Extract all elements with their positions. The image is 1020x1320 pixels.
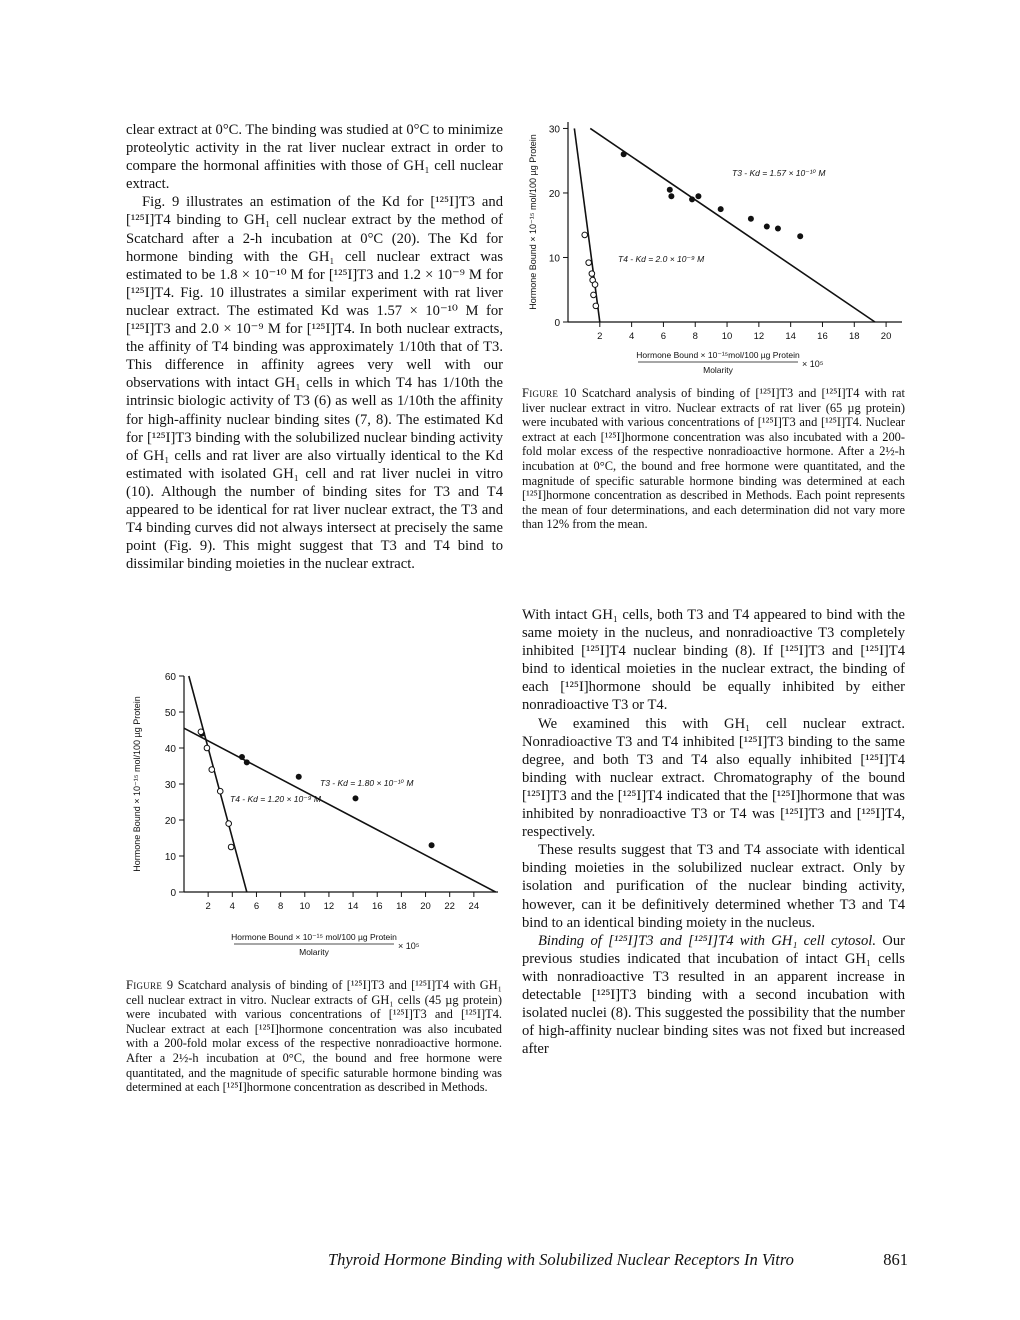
y-tick-label: 20 — [548, 188, 560, 200]
x-tick-label: 22 — [444, 901, 455, 912]
figure-9-caption — [126, 978, 502, 1095]
x-tick-label: 10 — [299, 901, 311, 912]
t4-data-point — [209, 767, 215, 773]
t4-data-point — [217, 788, 223, 794]
figure-10-caption — [522, 386, 905, 532]
paragraph: These results suggest that T3 and T4 associate with identical binding moieties in the solubilized nuclear extract. Only by isolation and purification of the nuclear binding activity, however, can it be definitively determined whether T3 and T4 bind to an identical binding moiety in the nucleus. — [522, 842, 905, 931]
t3-kd-label: T3 - Kd = 1.80 × 10⁻¹⁰ M — [320, 778, 414, 788]
x-axis-label-numerator: Hormone Bound × 10⁻¹⁵ mol/100 µg Protein — [231, 932, 397, 942]
t3-data-point — [718, 206, 724, 212]
t3-kd-label: T3 - Kd = 1.57 × 10⁻¹⁰ M — [732, 168, 826, 178]
y-axis-label: Hormone Bound × 10⁻¹⁵ mol/100 µg Protein — [132, 696, 142, 872]
paragraph: With intact GH₁ cells, both T3 and T4 appeared to bind with the same moiety in the nucleus, and nonradioactive T3 completely inhibited [¹²⁵I]T4 nuclear binding (8). If [¹²⁵I]T3 and [¹²⁵I]T4 bind to identical moieties in the nuclear extract, the binding of each [¹²⁵I]hormone should be equally inhibited by either nonradioactive T3 or T4. — [522, 607, 905, 714]
x-tick-label: 8 — [277, 901, 284, 912]
y-tick-label: 20 — [164, 816, 176, 827]
t3-data-point — [239, 754, 245, 760]
t3-regression-line — [184, 728, 496, 892]
t3-data-point — [244, 759, 250, 765]
t4-data-point — [226, 821, 232, 827]
t4-data-point — [198, 729, 204, 735]
paragraph — [522, 932, 905, 1059]
left-column-text — [126, 121, 503, 573]
x-tick-label: 20 — [420, 901, 431, 912]
t3-data-point — [764, 224, 770, 230]
y-tick-label: 0 — [170, 888, 176, 899]
t3-data-point — [775, 225, 781, 231]
paragraph: Fig. 9 illustrates an estimation of the Kd for [¹²⁵I]T3 and [¹²⁵I]T4 binding to GH₁ cell nuclear extract by the method of Scatchard after a 2-h incubation at 0°C (20). The Kd for hormone binding with the GH₁ cell nuclear extract was estimated to be 1.8 × 10⁻¹⁰ M for [¹²⁵I]T3 and 1.2 × 10⁻⁹ M for [¹²⁵I]T4. Fig. 10 illustrates a similar experiment with rat liver nuclear extract. The estimated Kd was 1.57 × 10⁻¹⁰ M for [¹²⁵I]T3 and 2.0 × 10⁻⁹ M for [¹²⁵I]T4. In both nuclear extracts, the affinity of T4 binding was approximately 1/10th that of T3. This difference in affinity agrees very well with our observations with intact GH₁ cells in which T4 has 1/10th the intrinsic biologic activity of T3 (6) as well as 1/10th the affinity for high-affinity nuclear binding sites (7, 8). The estimated Kd for [¹²⁵I]T3 binding with the solubilized nuclear binding activity of GH₁ cells and rat liver are also virtually identical to the Kd estimated with isolated GH₁ cell and rat liver nuclei in vitro (10). Although the number of binding sites for T3 and T4 appeared to be identical for rat liver nuclear extract, the T3 and T4 binding curves did not always intersect at precisely the same point (Fig. 9). This might suggest that T3 and T4 bind to dissimilar binding moieties in the nuclear extract. — [126, 194, 503, 573]
t3-data-point — [667, 187, 673, 193]
t3-data-point — [429, 842, 435, 848]
caption-text: Scatchard analysis of binding of [¹²⁵I]T3 and [¹²⁵I]T4 with GH₁ cell nuclear extract in vitro. Nuclear extracts of GH₁ cells (45 µg protein) were incubated with various concentrations of [¹²⁵I]T3 and [¹²⁵I]T4. Nuclear extract at each [¹²⁵I]hormone concentration was also incubated with a 200-fold molar excess of the respective nonradioactive hormone. After a 2½-h incubation at 0°C, the bound and free hormone were quantitated, and the magnitude of specific saturable hormone binding was determined at each [¹²⁵I]hormone concentration as described in Methods. — [126, 978, 502, 1095]
y-tick-label: 40 — [164, 744, 176, 755]
y-tick-label: 30 — [164, 780, 176, 791]
running-title: Thyroid Hormone Binding with Solubilized Nuclear Receptors In Vitro — [328, 1250, 794, 1269]
t3-regression-line — [590, 128, 875, 322]
t3-data-point — [797, 233, 803, 239]
y-tick-label: 10 — [548, 253, 560, 265]
x-tick-label: 6 — [660, 331, 667, 342]
x-tick-label: 14 — [785, 331, 796, 342]
t4-data-point — [592, 282, 598, 288]
t3-data-point — [668, 193, 674, 199]
y-axis-label: Hormone Bound × 10⁻¹⁵ mol/100 µg Protein — [528, 134, 538, 310]
page-footer — [328, 1250, 908, 1270]
x-tick-label: 16 — [371, 901, 383, 912]
y-tick-label: 50 — [164, 708, 176, 719]
t4-kd-label: T4 - Kd = 1.20 × 10⁻⁹ M — [230, 794, 321, 804]
y-tick-label: 30 — [548, 124, 560, 136]
t3-data-point — [621, 151, 627, 157]
t3-data-point — [748, 216, 754, 222]
x-tick-label: 10 — [721, 331, 733, 342]
x-tick-label: 12 — [753, 331, 765, 342]
t3-data-point — [689, 196, 695, 202]
x-tick-label: 16 — [817, 331, 828, 342]
subsection-heading: Binding of [¹²⁵I]T3 and [¹²⁵I]T4 with GH₁ cell cytosol. — [538, 932, 876, 949]
x-axis-label-denominator: Molarity — [299, 947, 329, 957]
x-tick-label: 14 — [347, 901, 359, 912]
y-tick-label: 60 — [164, 672, 176, 683]
y-tick-label: 10 — [164, 852, 176, 863]
x-axis-label-denominator: Molarity — [703, 365, 733, 375]
x-tick-label: 12 — [323, 901, 335, 912]
t4-data-point — [582, 232, 588, 238]
t4-data-point — [228, 844, 234, 850]
x-tick-label: 4 — [229, 901, 235, 912]
t4-data-point — [591, 292, 597, 298]
t4-kd-label: T4 - Kd = 2.0 × 10⁻⁹ M — [618, 254, 705, 264]
t3-data-point — [296, 774, 302, 780]
x-tick-label: 24 — [468, 901, 480, 912]
t4-data-point — [586, 260, 592, 266]
x-axis-label-multiplier: × 10⁵ — [802, 359, 824, 369]
x-tick-label: 18 — [396, 901, 407, 912]
paragraph: clear extract at 0°C. The binding was studied at 0°C to minimize proteolytic activity in the rat liver nuclear extract in order to compare the hormonal affinities with those of GH₁ cell nuclear extract. — [126, 122, 503, 193]
caption-text: Scatchard analysis of binding of [¹²⁵I]T3 and [¹²⁵I]T4 with rat liver nuclear extract in vitro. Nuclear extracts of rat liver (65 µg protein) were incubated with various concentrations of [¹²⁵I]T3 and [¹²⁵I]T4. Nuclear extract at each [¹²⁵I]hormone concentration was also incubated with a 200-fold molar excess of the respective nonradioactive hormone. After a 2½-h incubation at 0°C, the bound and free hormone were quantitated, and the magnitude of specific saturable hormone binding was determined at each [¹²⁵I]hormone concentration as described in Methods. Each point represents the mean of four determinations, and each determination did not vary more than 12% from the mean. — [522, 386, 905, 532]
x-axis-label-numerator: Hormone Bound × 10⁻¹⁵mol/100 µg Protein — [636, 350, 800, 360]
y-tick-label: 0 — [554, 318, 560, 329]
t4-data-point — [204, 745, 210, 751]
x-tick-label: 2 — [597, 331, 603, 342]
x-tick-label: 8 — [692, 331, 698, 342]
t3-data-point — [352, 795, 358, 801]
page-number: 861 — [883, 1250, 908, 1269]
t4-regression-line — [189, 676, 247, 892]
x-tick-label: 6 — [253, 901, 260, 912]
paragraph: We examined this with GH₁ cell nuclear extract. Nonradioactive T3 and T4 inhibited [¹²⁵I]T3 binding to the same degree, and both T3 and T4 also equally inhibited [¹²⁵I]T4 binding with nuclear extract. Chromatography of the bound [¹²⁵I]T3 and the [¹²⁵I]T4 indicated that the [¹²⁵I]hormone that was inhibited by nonradioactive T3 or T4 was [¹²⁵I]T3 and [¹²⁵I]T4, respectively. — [522, 715, 905, 841]
x-axis-label-multiplier: × 10⁵ — [398, 941, 420, 951]
subsection-text: Our previous studies indicated that incubation of intact GH₁ cells with nonradioactive T3 resulted in an apparent increase in detectable [¹²⁵I]T3 binding with a second incubation with isolated nuclei (8). This suggested the possibility that the number of high-affinity nuclear binding sites was not fixed but increased after — [522, 932, 905, 1058]
figure-label: Figure 9 — [126, 978, 174, 992]
t4-data-point — [593, 303, 599, 309]
x-tick-label: 2 — [205, 901, 211, 912]
t4-data-point — [589, 271, 595, 277]
x-tick-label: 18 — [848, 331, 860, 342]
figure-label: Figure 10 — [522, 386, 577, 400]
x-tick-label: 20 — [880, 331, 892, 342]
t3-data-point — [695, 193, 701, 199]
figure-10-chart — [522, 112, 907, 380]
x-tick-label: 4 — [628, 331, 635, 342]
right-column-text — [522, 606, 905, 1058]
figure-9-chart — [126, 660, 506, 972]
